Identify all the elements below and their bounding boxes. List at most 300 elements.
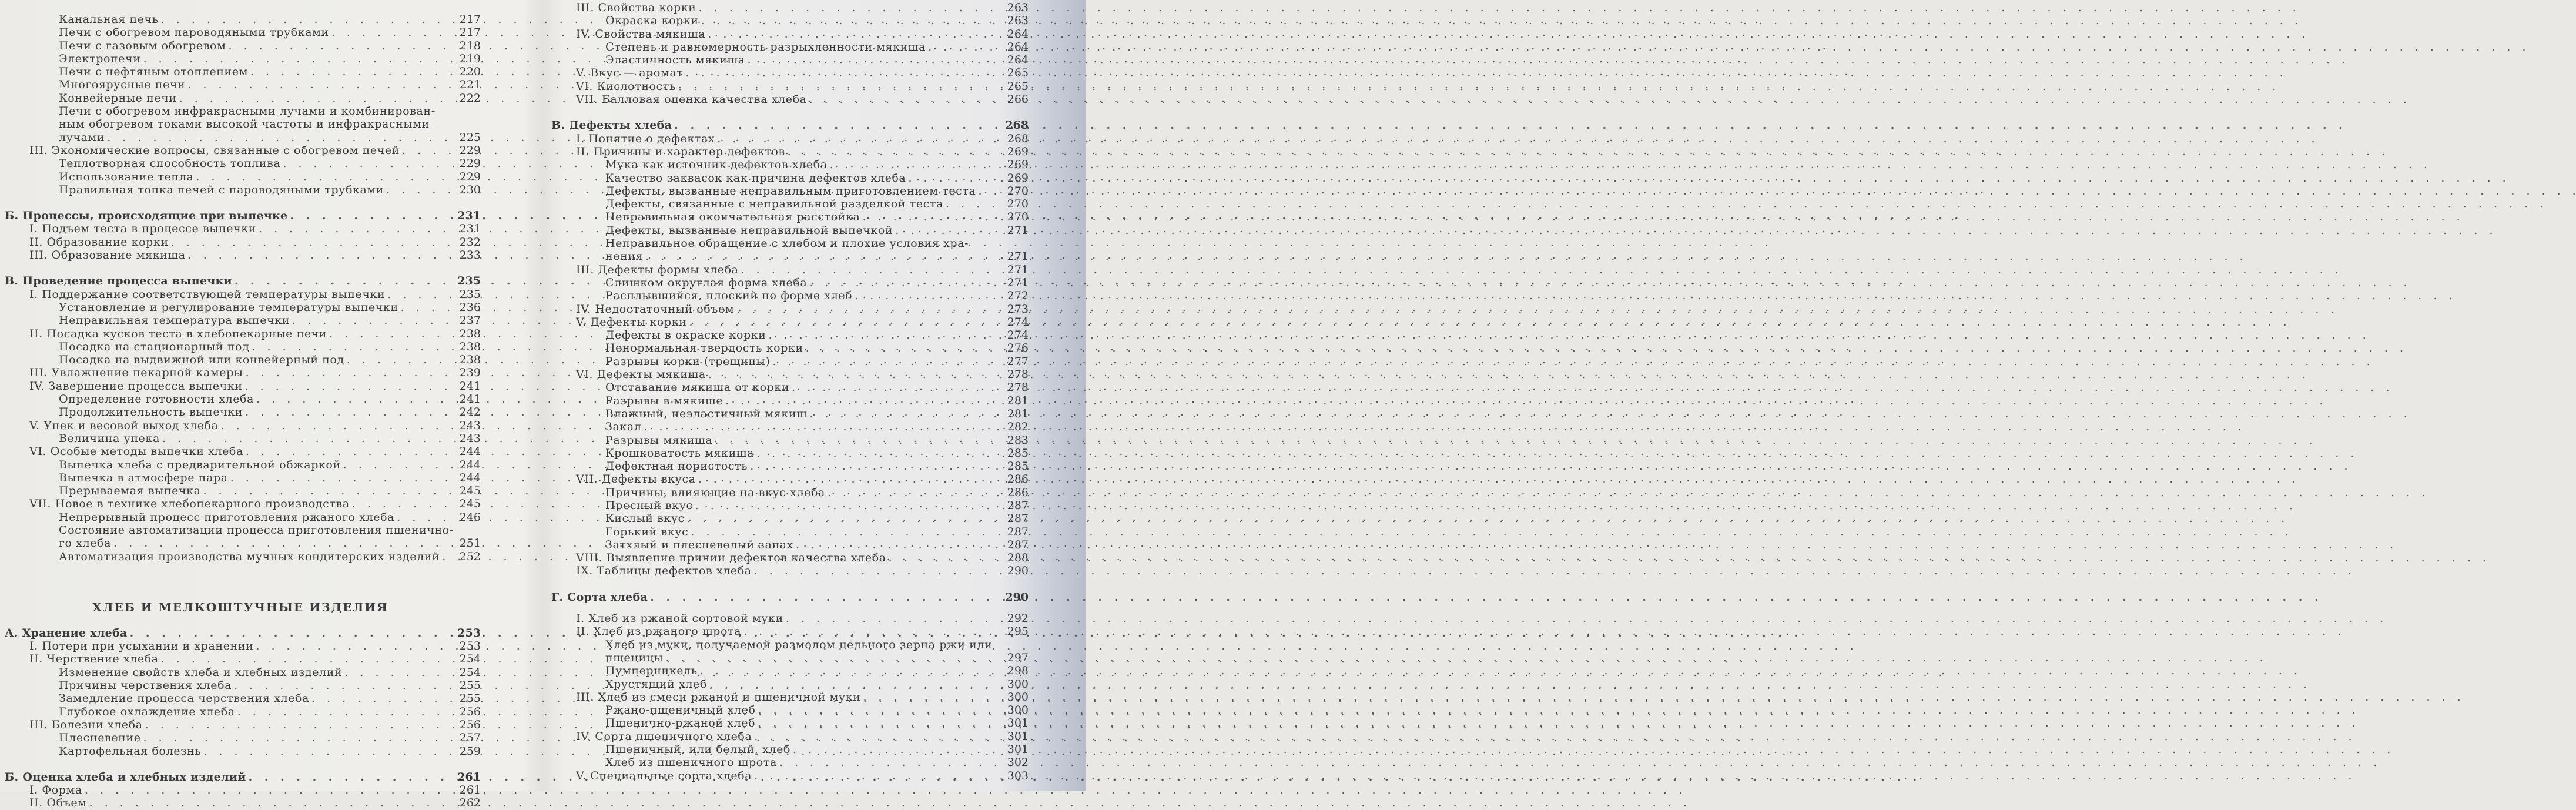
- toc-entry-title: Величина упека: [59, 431, 160, 445]
- toc-entry: [0, 666, 481, 679]
- toc-entry: [547, 289, 1029, 302]
- dot-leader: [976, 185, 1003, 198]
- toc-entry: [547, 210, 1029, 223]
- toc-entry: [547, 717, 1029, 729]
- toc-entry-title: II. Посадка кусков теста в хлебопекарные печи: [29, 327, 327, 340]
- toc-page-number: 238: [459, 353, 481, 367]
- dot-leader: [440, 550, 455, 563]
- toc-page-number: 282: [1007, 420, 1029, 434]
- toc-entry-title: IV. Недостаточный объем: [576, 302, 735, 316]
- toc-page-number: 229: [459, 143, 481, 157]
- toc-entry: [0, 705, 481, 718]
- spacer: [547, 106, 1029, 119]
- toc-page-number: 269: [1007, 158, 1029, 172]
- dot-leader: [789, 381, 1003, 394]
- toc-entry-title: го хлеба: [59, 537, 112, 550]
- toc-entry: [547, 638, 1029, 651]
- dot-leader: [226, 39, 455, 52]
- dot-leader: [341, 458, 455, 471]
- toc-entry-title: V. Специальные сорта хлеба: [576, 769, 752, 782]
- toc-entry: [547, 224, 1029, 237]
- toc-entry: [0, 26, 481, 39]
- toc-entry-title: Пшенично-ржаной хлеб: [605, 717, 756, 730]
- toc-entry-title: Б. Оценка хлеба и хлебных изделий: [5, 770, 246, 784]
- toc-page-number: 257: [459, 731, 481, 745]
- toc-entry: [0, 183, 481, 196]
- toc-entry-title: Автоматизация производства мучных кондитерских изделий: [59, 550, 440, 563]
- toc-section-entry: [0, 275, 481, 287]
- toc-entry-title: VI. Кислотность: [576, 79, 676, 93]
- toc-page-number: 273: [1007, 302, 1029, 316]
- toc-entry: [0, 65, 481, 78]
- toc-entry: [547, 625, 1029, 638]
- toc-entry: [0, 393, 481, 406]
- dot-leader: [739, 263, 1003, 276]
- toc-entry-title: Установление и регулирование температуры выпечки: [59, 300, 398, 314]
- toc-page-number: 255: [459, 692, 481, 705]
- spacer: [0, 563, 481, 596]
- dot-leader: [384, 183, 455, 196]
- toc-page-number: 295: [1007, 625, 1029, 638]
- toc-entry: [547, 172, 1029, 185]
- toc-entry-title: VII. Новое в технике хлебопекарного производства: [29, 497, 350, 511]
- toc-page-number: 222: [459, 91, 481, 105]
- dot-leader: [159, 13, 455, 26]
- toc-entry: [547, 368, 1029, 381]
- dot-leader: [249, 340, 455, 353]
- toc-entry: [0, 249, 481, 262]
- toc-entry: [0, 301, 481, 314]
- dot-leader: [752, 564, 1003, 577]
- toc-entry-title: II. Хлеб из ржаного шрота: [576, 625, 742, 638]
- toc-entry-title: В. Дефекты хлеба: [551, 119, 672, 132]
- dot-leader: [712, 434, 1003, 447]
- toc-entry: [0, 524, 481, 537]
- toc-page-number: 220: [459, 65, 481, 79]
- dot-leader: [860, 210, 1003, 223]
- dot-leader: [686, 316, 1003, 329]
- toc-entry-title: Состояние автоматизации процесса приготовления пшенично-: [59, 523, 454, 537]
- dot-leader: [906, 172, 1003, 185]
- toc-page-number: 268: [1007, 132, 1029, 145]
- toc-entry: [547, 769, 1029, 782]
- toc-page-number: 283: [1007, 433, 1029, 447]
- toc-page-number: 235: [459, 287, 481, 301]
- toc-entry: [0, 131, 481, 144]
- toc-entry-title: V. Вкус — аромат: [576, 66, 684, 80]
- toc-entry: [0, 692, 481, 705]
- toc-entry-title: I. Потери при усыхании и хранении: [29, 640, 254, 653]
- dot-leader: [807, 276, 1003, 289]
- toc-entry: [547, 512, 1029, 525]
- spacer: [547, 604, 1029, 612]
- toc-entry-title: Пумперникель: [605, 664, 698, 678]
- dot-leader: [693, 499, 1003, 512]
- toc-entry: [547, 499, 1029, 512]
- toc-entry-title: Печи с газовым обогревом: [59, 39, 226, 52]
- toc-entry-title: II. Образование корки: [29, 235, 169, 249]
- dot-leader: [327, 327, 455, 340]
- dot-leader: [793, 538, 1003, 551]
- toc-page-number: 244: [459, 458, 481, 471]
- toc-entry: [0, 327, 481, 340]
- toc-page-number: 253: [459, 640, 481, 653]
- toc-entry-title: Г. Сорта хлеба: [551, 590, 648, 604]
- toc-entry: [0, 222, 481, 235]
- toc-entry: [0, 39, 481, 52]
- toc-entry-title: VI. Дефекты мякиша: [576, 368, 706, 381]
- dot-leader: [394, 511, 455, 524]
- dot-leader: [860, 691, 1003, 704]
- toc-page-number: 238: [459, 340, 481, 353]
- toc-page-number: 278: [1007, 368, 1029, 381]
- spacer: [0, 196, 481, 209]
- toc-page-number: 285: [1007, 460, 1029, 473]
- toc-page-number: 256: [459, 705, 481, 718]
- dot-leader: [825, 486, 1003, 499]
- dot-leader: [290, 314, 455, 327]
- toc-entry: [547, 132, 1029, 145]
- toc-page-number: 303: [1007, 769, 1029, 782]
- toc-page-number: 290: [1005, 590, 1029, 604]
- dot-leader: [246, 771, 455, 784]
- toc-entry-title: Крошковатость мякиша: [605, 446, 755, 460]
- dot-leader: [755, 717, 1003, 729]
- toc-entry: [0, 484, 481, 497]
- toc-entry: [0, 118, 481, 130]
- dot-leader: [253, 640, 455, 652]
- toc-entry-title: III. Увлажнение пекарной камеры: [29, 366, 243, 380]
- toc-left: [0, 13, 481, 810]
- dot-leader: [696, 473, 1003, 486]
- toc-page-number: 245: [459, 497, 481, 511]
- left-page: [0, 0, 481, 810]
- toc-entry-title: Печи с нефтяным отоплением: [59, 65, 248, 79]
- toc-entry: [547, 704, 1029, 717]
- toc-entry: [0, 406, 481, 419]
- toc-page-number: 241: [459, 379, 481, 393]
- toc-page-number: 262: [459, 796, 481, 810]
- toc-entry-title: Окраска корки: [605, 14, 699, 28]
- toc-entry: [0, 105, 481, 118]
- toc-entry-title: Картофельная болезнь: [59, 744, 202, 758]
- dot-leader: [752, 769, 1003, 782]
- toc-entry: [547, 237, 1029, 250]
- dot-leader: [785, 145, 1003, 158]
- dot-leader: [193, 170, 455, 183]
- dot-leader: [777, 756, 1003, 769]
- toc-entry-title: Дефекты, вызванные неправильным приготовлением теста: [605, 184, 976, 198]
- dot-leader: [688, 526, 1003, 538]
- toc-entry-title: лучами: [59, 130, 105, 144]
- dot-leader: [783, 612, 1003, 625]
- dot-leader: [676, 80, 1003, 93]
- dot-leader: [807, 407, 1003, 420]
- dot-leader: [201, 745, 455, 758]
- toc-page-number: 243: [459, 431, 481, 445]
- toc-entry-title: Посадка на стационарный под: [59, 340, 250, 353]
- toc-entry-title: V. Упек и весовой выход хлеба: [29, 419, 219, 432]
- toc-page-number: 265: [1007, 79, 1029, 93]
- dot-leader: [141, 731, 455, 744]
- spacer: [547, 578, 1029, 591]
- toc-entry-title: А. Хранение хлеба: [5, 626, 128, 640]
- toc-entry-title: Причины черствения хлеба: [59, 679, 232, 692]
- toc-entry-title: Горький вкус: [605, 525, 689, 538]
- toc-entry: [547, 1, 1029, 14]
- toc-entry: [547, 664, 1029, 677]
- toc-entry-title: Эластичность мякиша: [605, 53, 745, 67]
- toc-page-number: 231: [457, 209, 481, 223]
- toc-entry-title: Замедление процесса черствения хлеба: [59, 692, 309, 705]
- dot-leader: [790, 743, 1003, 756]
- toc-page-number: 259: [459, 744, 481, 758]
- toc-page-number: 242: [459, 406, 481, 419]
- toc-entry: [547, 263, 1029, 276]
- toc-page-number: 301: [1007, 717, 1029, 730]
- toc-entry-title: Электропечи: [59, 52, 141, 65]
- dot-leader: [248, 65, 455, 78]
- toc-entry: [547, 80, 1029, 93]
- toc-section-entry: [0, 209, 481, 222]
- toc-page-number: 217: [459, 26, 481, 39]
- toc-entry: [0, 745, 481, 758]
- toc-page-number: 278: [1007, 381, 1029, 394]
- toc-entry: [547, 551, 1029, 564]
- toc-page-number: 245: [459, 484, 481, 498]
- toc-page-number: 271: [1007, 223, 1029, 237]
- toc-page-number: 237: [459, 314, 481, 327]
- toc-entry: [0, 731, 481, 744]
- dot-leader: [254, 393, 455, 406]
- toc-entry-title: VII. Балловая оценка качества хлеба: [576, 93, 807, 106]
- toc-page-number: 274: [1007, 329, 1029, 342]
- dot-leader: [350, 497, 455, 510]
- toc-entry: [547, 678, 1029, 691]
- toc-page-number: 290: [1007, 564, 1029, 578]
- dot-leader: [309, 692, 455, 705]
- dot-leader: [699, 14, 1003, 27]
- toc-page-number: 255: [459, 679, 481, 692]
- toc-entry-title: VIII. Выявление причин дефектов качества хлеба: [576, 551, 886, 565]
- toc-entry: [0, 796, 481, 809]
- toc-entry-title: Дефекты, вызванные неправильной выпечкой: [605, 223, 893, 237]
- toc-entry-title: Затхлый и плесневелый запах: [605, 538, 793, 551]
- toc-entry: [0, 537, 481, 550]
- toc-entry-title: Непрерывный процесс приготовления ржаного хлеба: [59, 510, 395, 524]
- toc-entry-title: Расплывшийся, плоский по форме хлеб: [605, 289, 853, 303]
- dot-leader: [232, 275, 455, 287]
- toc-page-number: 231: [459, 222, 481, 236]
- toc-entry: [547, 473, 1029, 486]
- toc-entry-title: IV. Свойства мякиша: [576, 27, 706, 41]
- dot-leader: [893, 224, 1003, 237]
- dot-leader: [705, 28, 1003, 41]
- section-heading: ХЛЕБ И МЕЛКОШТУЧНЫЕ ИЗДЕЛИЯ: [92, 600, 388, 614]
- toc-page-number: 271: [1007, 250, 1029, 263]
- toc-entry: [547, 198, 1029, 210]
- toc-page-number: 230: [459, 183, 481, 196]
- dot-leader: [715, 132, 1003, 145]
- dot-leader: [243, 445, 455, 458]
- dot-leader: [734, 303, 1003, 316]
- toc-page-number: 256: [459, 718, 481, 731]
- dot-leader: [943, 198, 1003, 210]
- dot-leader: [344, 353, 455, 366]
- toc-entry-title: IX. Таблицы дефектов хлеба: [576, 564, 752, 578]
- toc-page-number: 229: [459, 157, 481, 170]
- dot-leader: [228, 471, 455, 484]
- toc-page-number: 264: [1007, 40, 1029, 53]
- toc-page-number: 287: [1007, 525, 1029, 538]
- toc-entry-title: Разрывы корки (трещины): [605, 354, 771, 368]
- toc-entry: [547, 41, 1029, 53]
- toc-page-number: 236: [459, 300, 481, 314]
- toc-page-number: 263: [1007, 14, 1029, 28]
- dot-leader: [766, 329, 1003, 342]
- toc-page-number: 238: [459, 327, 481, 340]
- toc-entry-title: V. Дефекты корки: [576, 315, 687, 329]
- toc-entry: [547, 756, 1029, 769]
- toc-entry: [547, 460, 1029, 473]
- dot-leader: [672, 119, 1003, 132]
- toc-page-number: 232: [459, 235, 481, 249]
- toc-page-number: 292: [1007, 612, 1029, 625]
- toc-entry: [0, 366, 481, 379]
- toc-page-number: 241: [459, 393, 481, 406]
- dot-leader: [723, 394, 1003, 407]
- toc-entry-title: Использование тепла: [59, 170, 194, 183]
- dot-leader: [696, 1, 1003, 14]
- toc-page-number: 243: [459, 419, 481, 432]
- toc-entry-title: IV. Сорта пшеничного хлеба: [576, 729, 752, 743]
- dot-leader: [756, 704, 1003, 717]
- toc-entry-title: III. Болезни хлеба: [29, 718, 143, 731]
- toc-entry-title: II. Черствение хлеба: [29, 652, 159, 666]
- dot-leader: [828, 158, 1003, 171]
- toc-page-number: 276: [1007, 342, 1029, 355]
- toc-entry: [547, 538, 1029, 551]
- toc-page-number: 264: [1007, 53, 1029, 67]
- toc-page-number: 297: [1007, 651, 1029, 664]
- dot-leader: [169, 236, 455, 249]
- toc-page-number: 281: [1007, 407, 1029, 420]
- toc-entry-title: I. Понятие о дефектах: [576, 132, 715, 145]
- toc-entry: [0, 445, 481, 458]
- toc-entry-title: Изменение свойств хлеба и хлебных изделий: [59, 665, 343, 679]
- dot-leader: [745, 53, 1003, 66]
- toc-page-number: 298: [1007, 664, 1029, 678]
- toc-entry: [547, 651, 1029, 664]
- toc-entry-title: IV. Завершение процесса выпечки: [29, 379, 243, 393]
- toc-page-number: 233: [459, 249, 481, 262]
- toc-entry-title: Дефекты в окраске корки: [605, 329, 766, 342]
- spacer: [0, 758, 481, 771]
- toc-entry: [0, 144, 481, 157]
- toc-entry-title: пшеницы: [605, 651, 664, 664]
- toc-page-number: 253: [457, 626, 481, 640]
- dot-leader: [685, 512, 1003, 525]
- toc-entry-title: Правильная топка печей с пароводяными трубками: [59, 183, 384, 196]
- toc-page-number: 300: [1007, 704, 1029, 717]
- toc-entry: [0, 92, 481, 105]
- toc-entry: [547, 743, 1029, 756]
- toc-entry-title: Хлеб из муки, получаемой размолом цельного зерна ржи или: [605, 638, 993, 651]
- toc-page-number: 274: [1007, 315, 1029, 329]
- toc-page-number: 246: [459, 510, 481, 524]
- dot-leader: [243, 380, 455, 393]
- toc-page-number: 277: [1007, 354, 1029, 368]
- toc-entry: [0, 52, 481, 65]
- toc-page-number: 288: [1007, 551, 1029, 565]
- toc-entry: [547, 66, 1029, 79]
- toc-entry: [547, 276, 1029, 289]
- toc-entry-title: Неправильная окончательная расстойка: [605, 210, 860, 224]
- toc-entry-title: III. Образование мякиша: [29, 249, 186, 262]
- book-spread: [0, 0, 1086, 810]
- dot-leader: [287, 209, 455, 222]
- toc-entry: [547, 355, 1029, 368]
- toc-entry-title: Разрывы в мякише: [605, 394, 723, 407]
- toc-entry: [547, 53, 1029, 66]
- toc-entry: [0, 340, 481, 353]
- dot-leader: [683, 66, 1003, 79]
- toc-page-number: 264: [1007, 27, 1029, 41]
- toc-entry-title: Неправильная температура выпечки: [59, 314, 290, 327]
- toc-page-number: 225: [459, 130, 481, 144]
- toc-entry-title: Конвейерные печи: [59, 91, 177, 105]
- dot-leader: [160, 432, 455, 445]
- toc-entry: [0, 640, 481, 652]
- toc-page-number: 302: [1007, 756, 1029, 769]
- toc-entry: [0, 314, 481, 327]
- toc-entry: [0, 652, 481, 665]
- dot-leader: [177, 92, 455, 105]
- toc-entry: [0, 511, 481, 524]
- toc-entry: [547, 564, 1029, 577]
- toc-entry-title: Степень и равномерность разрыхленности мякиша: [605, 40, 926, 53]
- toc-entry-title: Теплотворная способность топлива: [59, 157, 281, 170]
- dot-leader: [707, 678, 1003, 691]
- dot-leader: [706, 368, 1003, 381]
- spacer: [0, 262, 481, 275]
- toc-entry: [0, 419, 481, 432]
- toc-entry-title: Ржано-пшеничный хлеб: [605, 704, 756, 717]
- toc-entry-title: Ненормальная твердость корки: [605, 342, 803, 355]
- dot-leader: [105, 131, 455, 144]
- spacer: [0, 618, 481, 627]
- toc-page-number: 239: [459, 366, 481, 380]
- toc-page-number: 286: [1007, 486, 1029, 499]
- dot-leader: [143, 718, 455, 731]
- dot-leader: [201, 484, 455, 497]
- toc-entry: [547, 145, 1029, 158]
- toc-entry-title: Отставание мякиша от корки: [605, 381, 790, 394]
- toc-page-number: 244: [459, 471, 481, 484]
- toc-entry: [547, 185, 1029, 198]
- toc-entry-title: Причины, влияющие на вкус хлеба: [605, 486, 825, 499]
- toc-page-number: 286: [1007, 473, 1029, 486]
- toc-entry-title: ным обогревом токами высокой частоты и инфракрасными: [59, 118, 430, 131]
- toc-entry-title: III. Свойства корки: [576, 1, 696, 14]
- toc-entry-title: Хрустящий хлеб: [605, 677, 707, 691]
- toc-entry-title: VI. Особые методы выпечки хлеба: [29, 445, 243, 458]
- toc-entry-title: Б. Процессы, происходящие при выпечке: [5, 209, 288, 223]
- toc-page-number: 300: [1007, 677, 1029, 691]
- dot-leader: [770, 355, 1003, 368]
- toc-page-number: 218: [459, 39, 481, 52]
- toc-entry-title: Плесневение: [59, 731, 141, 745]
